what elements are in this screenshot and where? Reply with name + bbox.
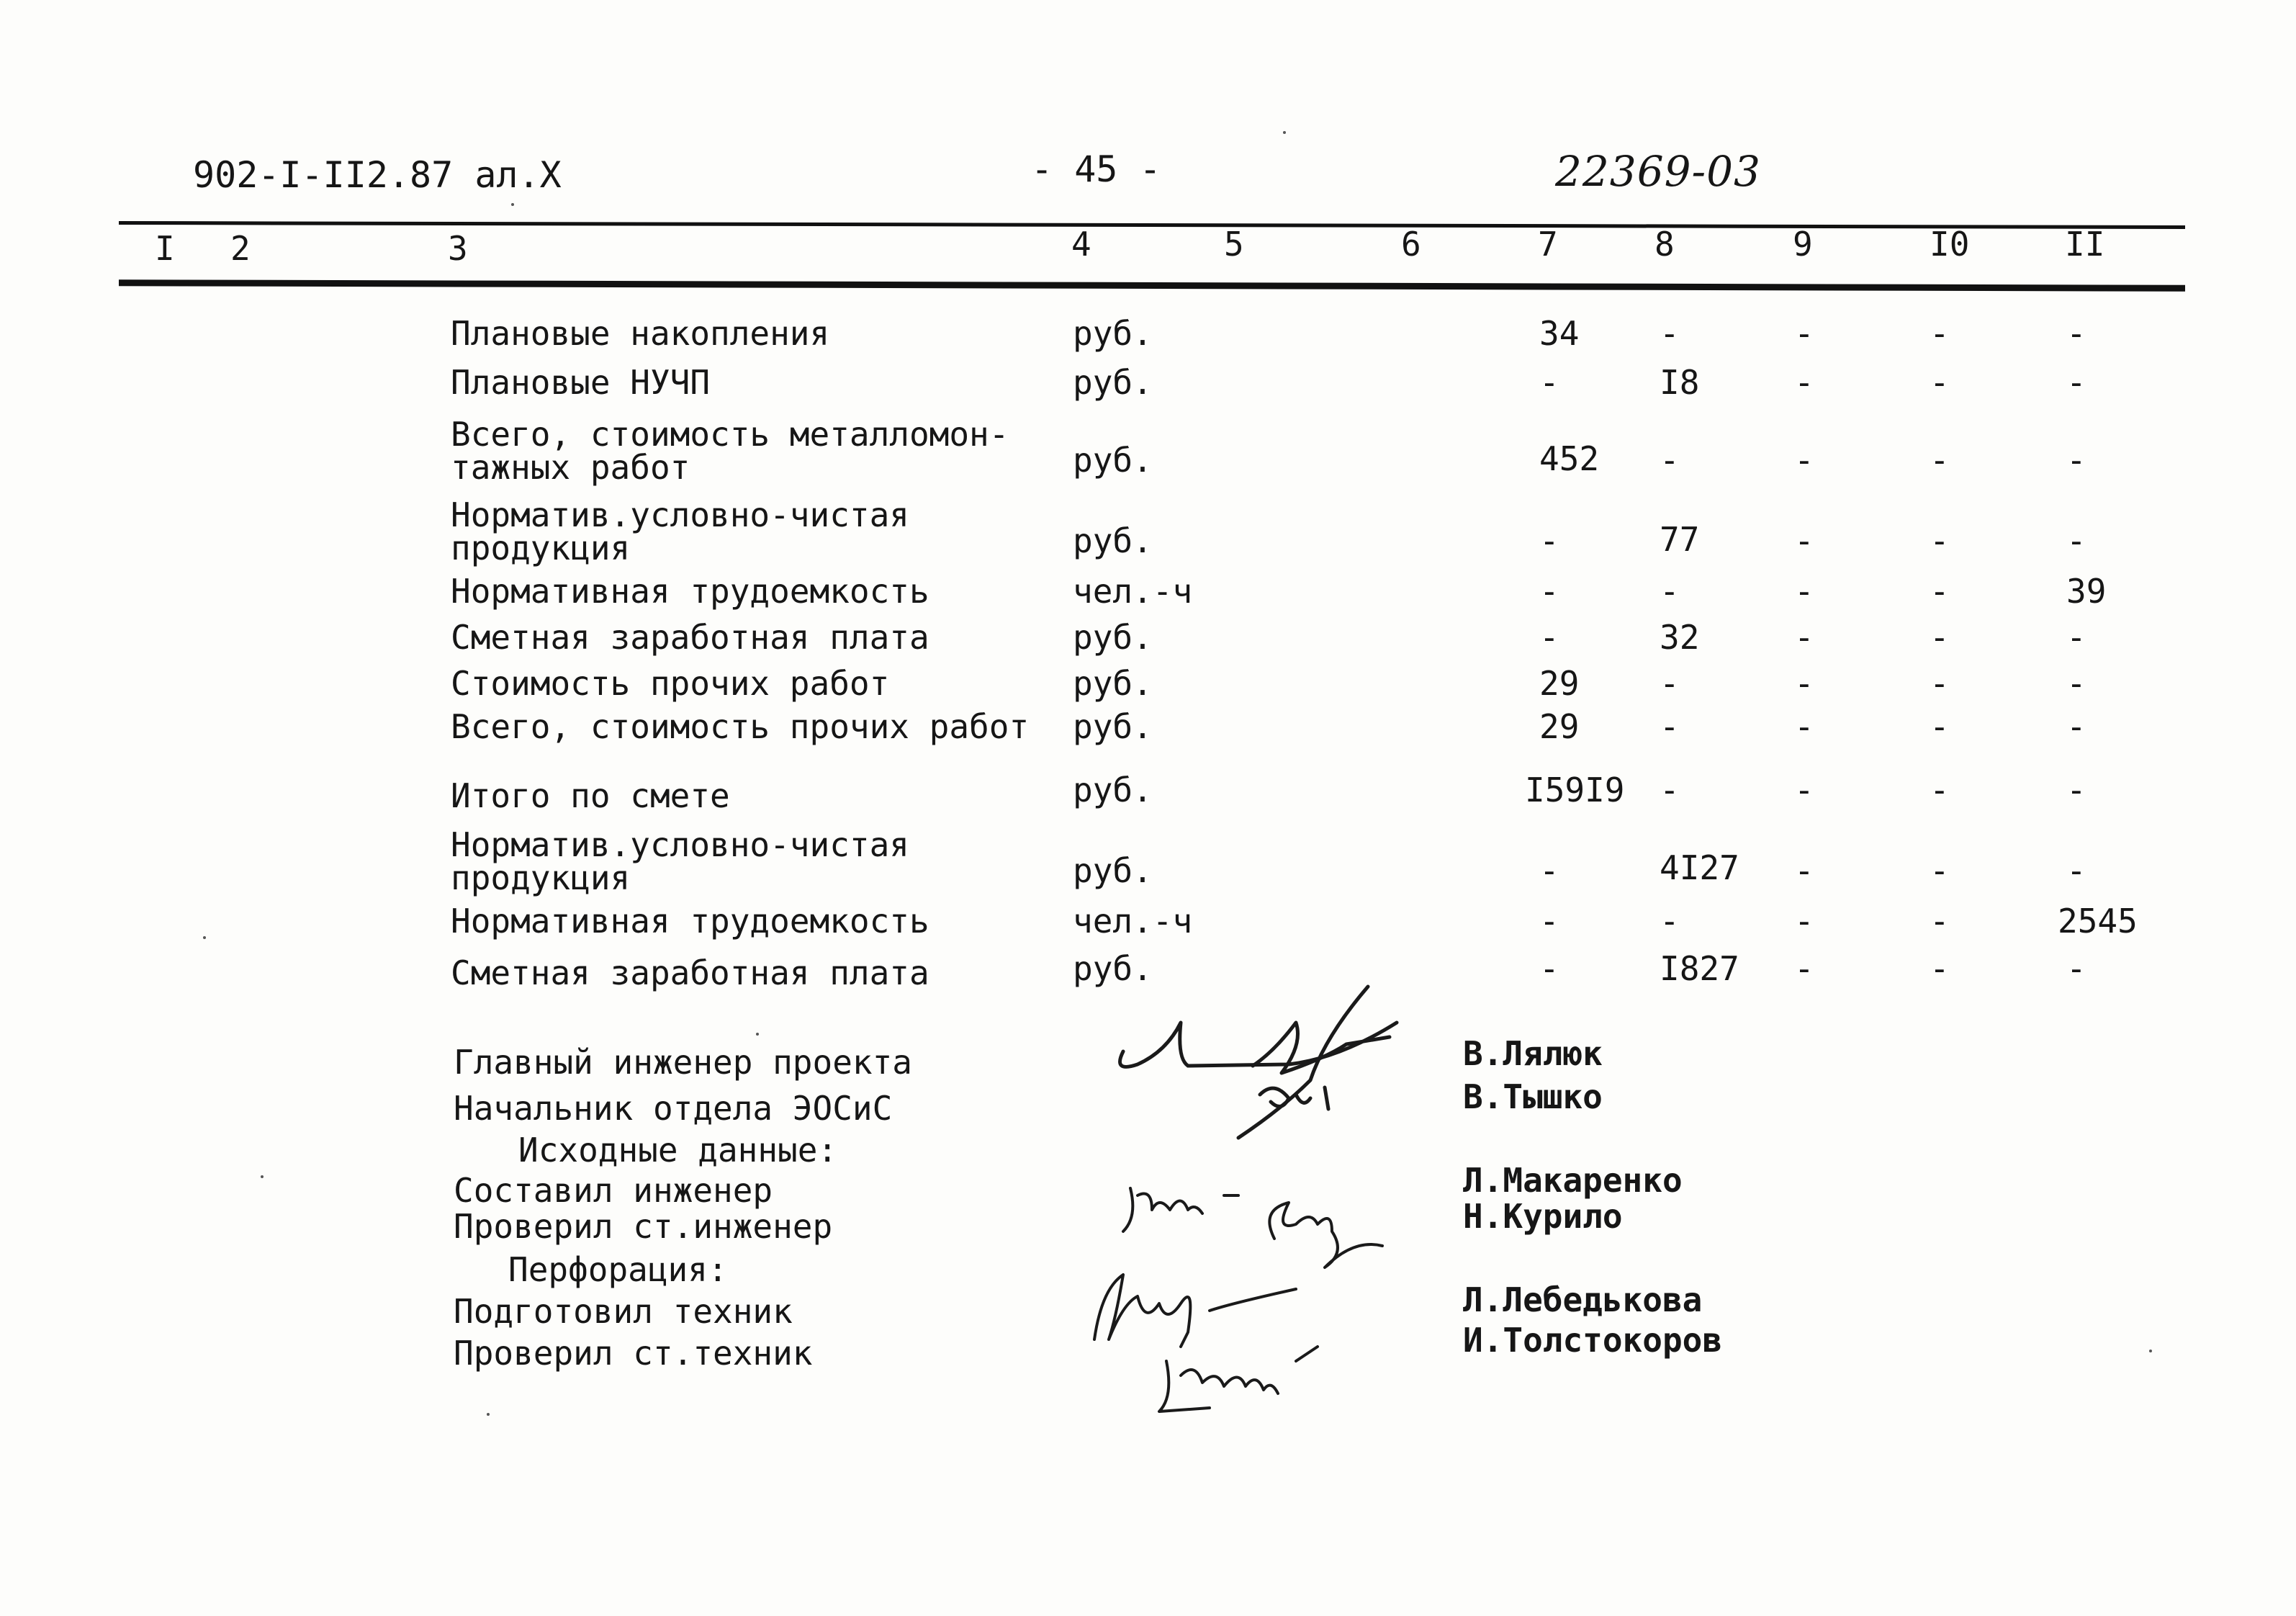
row-name: Плановые накопления xyxy=(451,314,830,353)
scan-speck xyxy=(511,203,514,206)
row-name-line-1: Норматив.условно-чистая xyxy=(451,825,909,864)
cell-col-11: 2545 xyxy=(2058,902,2138,941)
signature-engineers xyxy=(1116,1167,1390,1275)
compiled-by-role: Составил инженер xyxy=(454,1171,773,1210)
checked-engineer-role: Проверил ст.инженер xyxy=(454,1207,833,1246)
cell-col-9: - xyxy=(1794,618,1814,657)
row-name xyxy=(451,825,909,897)
cell-col-8: I827 xyxy=(1660,949,1739,988)
row-name: Нормативная трудоемкость xyxy=(451,902,929,941)
cell-col-11: - xyxy=(2066,441,2086,480)
cell-col-10: - xyxy=(1930,664,1950,703)
row-name: Всего, стоимость прочих работ xyxy=(451,707,1030,746)
cell-col-8: 32 xyxy=(1660,618,1700,657)
cell-col-8: - xyxy=(1660,902,1680,941)
cell-col-10: - xyxy=(1930,771,1950,809)
col-header-2: 2 xyxy=(230,229,251,268)
cell-col-11: - xyxy=(2066,771,2086,809)
cell-col-7: - xyxy=(1539,902,1559,941)
compiled-by-name: Л.Макаренко xyxy=(1463,1161,1683,1200)
cell-col-8: - xyxy=(1660,771,1680,809)
row-name: Нормативная трудоемкость xyxy=(451,572,929,611)
cell-col-10: - xyxy=(1930,441,1950,480)
cell-col-9: - xyxy=(1794,949,1814,988)
cell-col-8: 77 xyxy=(1660,520,1700,559)
row-unit: руб. xyxy=(1073,363,1153,402)
cell-col-7: 29 xyxy=(1539,664,1580,703)
row-name: Итого по смете xyxy=(451,776,730,815)
row-unit: руб. xyxy=(1073,851,1153,890)
cell-col-11: - xyxy=(2066,949,2086,988)
cell-col-7: - xyxy=(1539,572,1559,611)
col-header-5: 5 xyxy=(1224,225,1244,264)
cell-col-8: - xyxy=(1660,314,1680,353)
dept-head-role: Начальник отдела ЭОСиС xyxy=(454,1089,893,1128)
cell-col-7: - xyxy=(1539,363,1559,402)
row-name-line-2: продукция xyxy=(451,858,631,897)
cell-col-9: - xyxy=(1794,441,1814,480)
cell-col-7: I59I9 xyxy=(1525,771,1625,809)
cell-col-7: 452 xyxy=(1539,439,1600,478)
cell-col-9: - xyxy=(1794,851,1814,890)
col-header-3: 3 xyxy=(448,229,468,268)
prepared-by-role: Подготовил техник xyxy=(454,1292,793,1331)
row-name xyxy=(451,495,909,567)
scan-speck xyxy=(2149,1350,2152,1352)
dept-head-name: В.Тышко xyxy=(1463,1077,1603,1116)
cell-col-8: - xyxy=(1660,707,1680,746)
scan-speck xyxy=(203,936,206,939)
row-name-line-1: Норматив.условно-чистая xyxy=(451,495,909,534)
cell-col-9: - xyxy=(1794,902,1814,941)
row-name: Плановые НУЧП xyxy=(451,363,711,402)
checked-technician-role: Проверил ст.техник xyxy=(454,1334,813,1373)
row-unit: руб. xyxy=(1073,314,1153,353)
document-code: 22369-03 xyxy=(1555,147,1761,196)
row-name: Стоимость прочих работ xyxy=(451,664,890,703)
cell-col-9: - xyxy=(1794,707,1814,746)
row-unit: руб. xyxy=(1073,664,1153,703)
cell-col-9: - xyxy=(1794,771,1814,809)
checked-engineer-name: Н.Курило xyxy=(1463,1197,1623,1236)
col-header-4: 4 xyxy=(1071,225,1091,264)
cell-col-10: - xyxy=(1930,521,1950,560)
cell-col-7: - xyxy=(1539,521,1559,560)
row-name-line-2: продукция xyxy=(451,529,631,567)
row-name xyxy=(451,415,1009,487)
cell-col-9: - xyxy=(1794,363,1814,402)
cell-col-9: - xyxy=(1794,572,1814,611)
row-unit: чел.-ч xyxy=(1073,902,1193,941)
row-unit: руб. xyxy=(1073,707,1153,746)
cell-col-9: - xyxy=(1794,521,1814,560)
cell-col-10: - xyxy=(1930,363,1950,402)
row-name: Сметная заработная плата xyxy=(451,618,929,657)
source-data-heading: Исходные данные: xyxy=(518,1131,838,1170)
scan-speck xyxy=(1283,131,1286,134)
document-designation: 902-I-II2.87 ал.X xyxy=(193,154,562,196)
cell-col-10: - xyxy=(1930,707,1950,746)
col-header-10: I0 xyxy=(1930,225,1970,264)
col-header-6: 6 xyxy=(1401,225,1421,264)
cell-col-11: - xyxy=(2066,707,2086,746)
row-unit: руб. xyxy=(1073,441,1153,480)
cell-col-7: 34 xyxy=(1539,314,1580,353)
chief-engineer-role: Главный инженер проекта xyxy=(454,1043,912,1082)
cell-col-8: - xyxy=(1660,664,1680,703)
cell-col-8: I8 xyxy=(1660,363,1700,402)
col-header-9: 9 xyxy=(1793,225,1813,264)
cell-col-11: - xyxy=(2066,363,2086,402)
col-header-11: II xyxy=(2065,225,2105,264)
cell-col-10: - xyxy=(1930,851,1950,890)
cell-col-7: 29 xyxy=(1539,707,1580,746)
cell-col-10: - xyxy=(1930,314,1950,353)
table-header-rule xyxy=(119,279,2185,292)
row-name-line-2: тажных работ xyxy=(451,448,690,487)
cell-col-11: - xyxy=(2066,314,2086,353)
row-name-line-1: Всего, стоимость металломон- xyxy=(451,415,1009,454)
signature-chief-engineer xyxy=(1109,979,1411,1159)
cell-col-11: - xyxy=(2066,664,2086,703)
scan-speck xyxy=(261,1175,264,1178)
cell-col-7: - xyxy=(1539,851,1559,890)
cell-col-8: 4I27 xyxy=(1660,848,1739,887)
signature-technicians xyxy=(1080,1260,1382,1419)
cell-col-10: - xyxy=(1930,902,1950,941)
col-header-7: 7 xyxy=(1538,225,1558,264)
col-header-8: 8 xyxy=(1655,225,1675,264)
scan-speck xyxy=(487,1413,490,1416)
cell-col-10: - xyxy=(1930,949,1950,988)
perforation-heading: Перфорация: xyxy=(508,1250,728,1289)
cell-col-8: - xyxy=(1660,441,1680,480)
cell-col-7: - xyxy=(1539,949,1559,988)
row-unit: руб. xyxy=(1073,521,1153,560)
scan-speck xyxy=(756,1033,759,1036)
cell-col-9: - xyxy=(1794,314,1814,353)
cell-col-10: - xyxy=(1930,572,1950,611)
row-unit: руб. xyxy=(1073,618,1153,657)
cell-col-11: - xyxy=(2066,851,2086,890)
checked-technician-name: И.Толстокоров xyxy=(1463,1321,1723,1360)
col-header-1: I xyxy=(155,229,175,268)
cell-col-7: - xyxy=(1539,618,1559,657)
row-name: Сметная заработная плата xyxy=(451,953,929,992)
chief-engineer-name: В.Лялюк xyxy=(1463,1034,1603,1073)
cell-col-8: - xyxy=(1660,572,1680,611)
page-number: - 45 - xyxy=(1031,148,1161,190)
prepared-by-name: Л.Лебедькова xyxy=(1463,1280,1703,1319)
row-unit: руб. xyxy=(1073,949,1153,988)
cell-col-9: - xyxy=(1794,664,1814,703)
row-unit: чел.-ч xyxy=(1073,572,1193,611)
cell-col-10: - xyxy=(1930,618,1950,657)
row-unit: руб. xyxy=(1073,771,1153,809)
table-top-rule xyxy=(119,221,2185,229)
cell-col-11: - xyxy=(2066,521,2086,560)
cell-col-11: 39 xyxy=(2066,572,2107,611)
cell-col-11: - xyxy=(2066,618,2086,657)
